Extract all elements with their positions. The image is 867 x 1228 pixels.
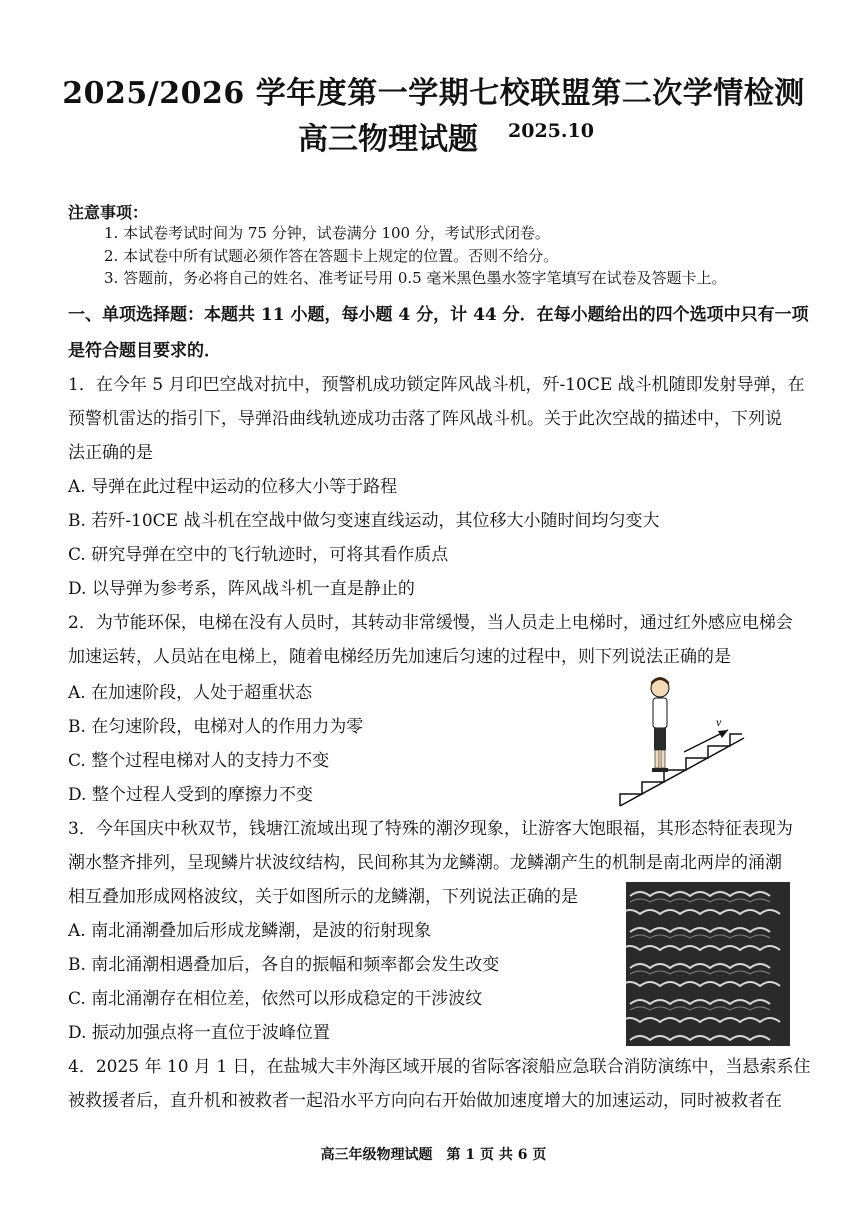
q3-stem-line3: 相互叠加形成网格波纹，关于如图所示的龙鳞潮，下列说法正确的是 (68, 887, 578, 907)
escalator-incline (620, 738, 744, 806)
q4-stem-line1: 4．2025 年 10 月 1 日，在盐城大丰外海区域开展的省际客滚船应急联合消防演练中，当悬索系住 (68, 1057, 811, 1077)
person-shoe-left (652, 768, 660, 772)
q2-option-b: B. 在匀速阶段，电梯对人的作用力为零 (68, 717, 364, 737)
q3-stem-line1: 3．今年国庆中秋双节，钱塘江流域出现了特殊的潮汐现象，让游客大饱眼福，其形态特征表现为 (68, 819, 793, 839)
q1-stem-line3: 法正确的是 (68, 443, 153, 463)
page-footer: 高三年级物理试题 第 1 页 共 6 页 (320, 1147, 547, 1163)
q2-stem-line1: 2．为节能环保，电梯在没有人员时，其转动非常缓慢，当人员走上电梯时，通过红外感应电梯会 (68, 613, 793, 633)
photo-background (626, 882, 790, 1046)
notes-heading: 注意事项： (68, 203, 149, 222)
q3-option-d: D. 振动加强点将一直位于波峰位置 (68, 1023, 330, 1043)
q2-option-d: D. 整个过程人受到的摩擦力不变 (68, 785, 313, 805)
person-leg-left (655, 750, 659, 768)
q3-option-c: C. 南北涌潮存在相位差，依然可以形成稳定的干涉波纹 (68, 989, 483, 1009)
q4-stem-line2: 被救援者后，直升机和被救者一起沿水平方向向右开始做加速度增大的加速运动，同时被救者在 (68, 1091, 782, 1111)
person-shirt (653, 698, 667, 728)
person-shoe-right (660, 768, 668, 772)
person-leg-right (661, 750, 665, 768)
q1-option-d: D. 以导弹为参考系，阵风战斗机一直是静止的 (68, 579, 415, 599)
section-heading-line2: 是符合题目要求的． (68, 341, 221, 361)
note-item-1: 1. 本试卷考试时间为 75 分钟，试卷满分 100 分，考试形式闭卷。 (104, 224, 550, 242)
exam-date: 2025.10 (508, 120, 594, 142)
exam-subject-title: 高三物理试题 (298, 122, 478, 157)
q2-stem-line2: 加速运转，人员站在电梯上，随着电梯经历先加速后匀速的过程中，则下列说法正确的是 (68, 647, 731, 667)
note-item-3: 3. 答题前，务必将自己的姓名、准考证号用 0.5 毫米黑色墨水签字笔填写在试卷及答题卡上。 (104, 269, 727, 287)
exam-title: 2025/2026 学年度第一学期七校联盟第二次学情检测 (62, 76, 805, 111)
q2-option-c: C. 整个过程电梯对人的支持力不变 (68, 751, 330, 771)
escalator-figure (612, 672, 750, 812)
q3-stem-line2: 潮水整齐排列，呈现鳞片状波纹结构，民间称其为龙鳞潮。龙鳞潮产生的机制是南北两岸的涌潮 (68, 853, 782, 873)
note-item-2: 2. 本试卷中所有试题必须作答在答题卡上规定的位置。否则不给分。 (104, 247, 559, 265)
q1-option-a: A. 导弹在此过程中运动的位移大小等于路程 (68, 477, 398, 497)
velocity-label: v (716, 715, 722, 729)
dragon-scale-tide-photo (626, 882, 790, 1046)
section-heading-line1: 一、单项选择题：本题共 11 小题，每小题 4 分，计 44 分．在每小题给出的四个选项中只有一项 (68, 305, 809, 325)
q1-option-c: C. 研究导弹在空中的飞行轨迹时，可将其看作质点 (68, 545, 449, 565)
q3-option-a: A. 南北涌潮叠加后形成龙鳞潮，是波的衍射现象 (68, 921, 432, 941)
person-shorts (654, 728, 666, 750)
q3-option-b: B. 南北涌潮相遇叠加后，各自的振幅和频率都会发生改变 (68, 955, 500, 975)
q1-stem-line1: 1．在今年 5 月印巴空战对抗中，预警机成功锁定阵风战斗机，歼-10CE 战斗机随即发射导弹，在 (68, 375, 805, 395)
q1-stem-line2: 预警机雷达的指引下，导弹沿曲线轨迹成功击落了阵风战斗机。关于此次空战的描述中，下列说 (68, 409, 782, 429)
q2-option-a: A. 在加速阶段，人处于超重状态 (68, 683, 313, 703)
q1-option-b: B. 若歼-10CE 战斗机在空战中做匀变速直线运动，其位移大小随时间均匀变大 (68, 511, 660, 531)
